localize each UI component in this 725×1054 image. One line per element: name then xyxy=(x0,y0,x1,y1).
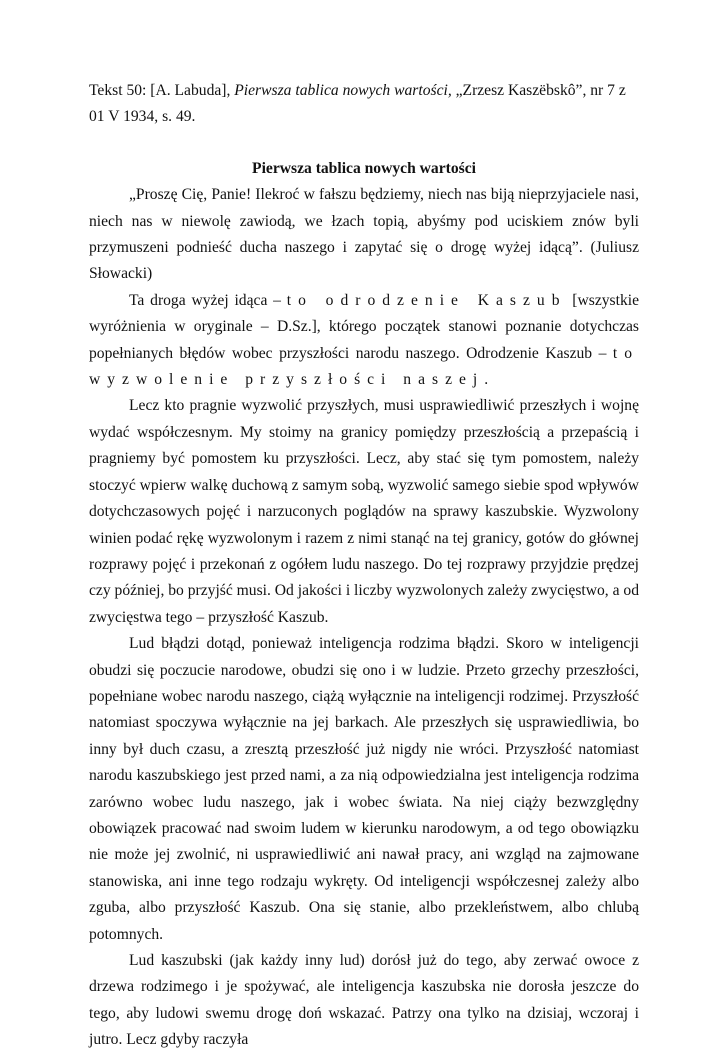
document-title: Pierwsza tablica nowych wartości xyxy=(252,159,476,177)
paragraph-2-part-e: . xyxy=(484,371,489,389)
document-page xyxy=(89,78,639,1054)
emphasis-odrodzenie-kaszub: to odrodzenie Kaszub xyxy=(286,291,567,309)
paragraph-3: Lecz kto pragnie wyzwolić przyszłych, musi usprawiedliwić przeszłych i wojnę wydać współczesnym. My stoimy na granicy pomiędzy przeszłością a przepaścią i pragniemy być pomostem ku przyszłości. Lecz, aby stać się tym pomostem, należy stoczyć wpierw walkę duchową z samym sobą, wyzwolić samego siebie spod wpływów dotychczasowych pojęć i narzuconych poglądów na sprawy kaszubskie. Wyzwolony winien podać rękę wyzwolonym i razem z nimi stanąć na tej granicy, gotów do głównej rozprawy pojęć i przekonań z ogółem ludu naszego. Do tej rozprawy przyjdzie prędzej czy później, bo przyjść musi. Od jakości i liczby wyzwolonych zależy zwycięstwo, a od zwycięstwa tego – przyszłość Kaszub. xyxy=(89,397,639,626)
paragraph-4: Lud błądzi dotąd, ponieważ inteligencja rodzima błądzi. Skoro w inteligencji obudzi się poczucie narodowe, obudzi się ono i w ludzie. Przeto grzechy przeszłości, popełniane wobec narodu naszego, ciążą wyłącznie na inteligencji rodzimej. Przyszłość natomiast spoczywa wyłącznie na jej barkach. Ale przeszłych się usprawiedliwia, bo inny był duch czasu, a zresztą przeszłość już nigdy nie wróci. Przyszłość natomiast narodu kaszubskiego jest przed nami, a za nią odpowiedzialna jest inteligencja rodzima zarówno wobec ludu naszego, jak i wobec świata. Na niej ciąży bezwzględny obowiązek pracować nad swoim ludem w kierunku narodowym, a od tego obowiązku nie może jej zwolnić, ni usprawiedliwić ani nawał pracy, ani wzgląd na zajmowane stanowiska, ani inne tego rodzaju wykręty. Od inteligencji współczesnej zależy albo zguba, albo przyszłość Kaszub. Ona się stanie, albo przekleństwem, albo chlubą potomnych. xyxy=(89,635,639,943)
paragraph-2-part-c: [wszystkie wyróżnienia w oryginale – D.Sz.], którego początek stanowi poznanie dotychczas popełnianych błędów wobec przyszłości narodu naszego. Odrodzenie Kaszub – xyxy=(89,291,640,362)
paragraph-2-part-a: Ta droga wyżej idąca – xyxy=(129,291,287,309)
paragraph-1: „Proszę Cię, Panie! Ilekroć w fałszu będziemy, niech nas biją nieprzyjaciele nasi, niech nas w niewolę zawiodą, we łzach topią, abyśmy pod uciskiem znów byli przymuszeni podnieść ducha naszego i zapytać się o drogę wyżej idącą”. (Juliusz Słowacki) xyxy=(89,186,639,283)
paragraph-5: Lud kaszubski (jak każdy inny lud) dorósł już do tego, aby zerwać owoce z drzewa rodzimego i je spożywać, ale inteligencja kaszubska nie dorosła jeszcze do tego, aby ludowi swemu drogę doń wskazać. Patrzy ona tylko na dzisiaj, wczoraj i jutro. Lecz gdyby raczyła xyxy=(89,952,639,1049)
source-citation xyxy=(89,78,639,131)
citation-work-title: Pierwsza tablica nowych wartości, xyxy=(234,82,452,99)
emphasis-wyzwolenie-przyszlosci: to wyzwolenie przyszłości naszej xyxy=(89,344,639,389)
citation-prefix: Tekst 50: [A. Labuda], xyxy=(89,82,235,99)
citation-rest: „Zrzesz Kaszëbskô”, nr 7 z 01 V 1934, s. 49. xyxy=(89,82,626,126)
paragraph-2 xyxy=(89,288,639,394)
